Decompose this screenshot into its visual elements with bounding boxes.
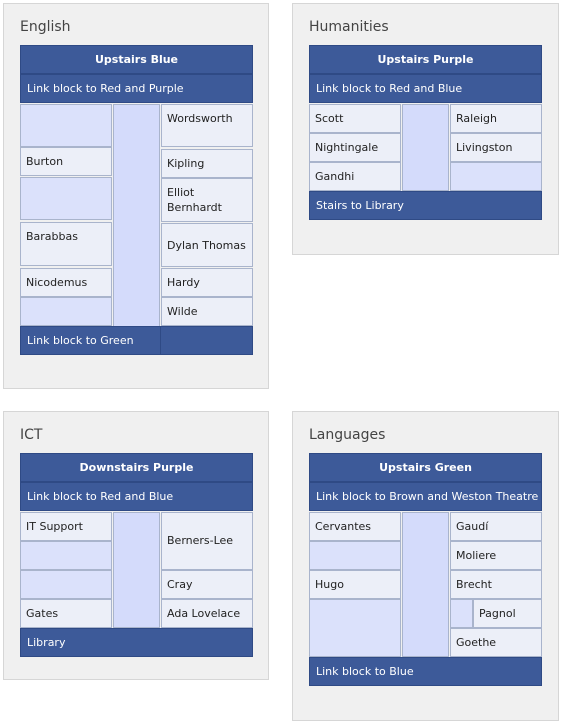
link-bottom-extension [160, 326, 253, 355]
room-burton[interactable]: Burton [20, 147, 112, 176]
room-goethe[interactable]: Goethe [450, 628, 542, 657]
room-empty [20, 570, 112, 599]
room-scott[interactable]: Scott [309, 104, 401, 133]
link-bottom[interactable]: Stairs to Library [309, 191, 542, 220]
room-cray[interactable]: Cray [161, 570, 253, 599]
room-empty [450, 162, 542, 191]
area-header: Upstairs Green [309, 453, 542, 482]
area-header: Upstairs Purple [309, 45, 542, 74]
room-nightingale[interactable]: Nightingale [309, 133, 401, 162]
room-empty [20, 177, 112, 220]
room-cervantes[interactable]: Cervantes [309, 512, 401, 541]
room-empty [450, 599, 473, 628]
link-top[interactable]: Link block to Red and Blue [20, 482, 253, 511]
panel-humanities [292, 3, 559, 255]
panel-title: English [20, 19, 71, 35]
room-brecht[interactable]: Brecht [450, 570, 542, 599]
corridor [113, 512, 160, 628]
room-wordsworth[interactable]: Wordsworth [161, 104, 253, 147]
room-empty [309, 541, 401, 570]
room-gandhi[interactable]: Gandhi [309, 162, 401, 191]
room-kipling[interactable]: Kipling [161, 149, 253, 178]
room-empty [309, 599, 401, 657]
link-top[interactable]: Link block to Brown and Weston Theatre [309, 482, 542, 511]
corridor [402, 104, 449, 191]
link-bottom[interactable]: Link block to Blue [309, 657, 542, 686]
room-hardy[interactable]: Hardy [161, 268, 253, 297]
room-nicodemus[interactable]: Nicodemus [20, 268, 112, 297]
panel-english [3, 3, 269, 389]
room-pagnol[interactable]: Pagnol [473, 599, 542, 628]
room-gaudi[interactable]: Gaudí [450, 512, 542, 541]
panel-title: ICT [20, 427, 43, 443]
room-ada-lovelace[interactable]: Ada Lovelace [161, 599, 253, 628]
room-it-support[interactable]: IT Support [20, 512, 112, 541]
room-empty [20, 297, 112, 326]
area-header: Downstairs Purple [20, 453, 253, 482]
room-gates[interactable]: Gates [20, 599, 112, 628]
panel-ict [3, 411, 269, 680]
room-livingston[interactable]: Livingston [450, 133, 542, 162]
room-empty [20, 541, 112, 570]
room-dylan-thomas[interactable]: Dylan Thomas [161, 223, 253, 267]
area-header: Upstairs Blue [20, 45, 253, 74]
room-raleigh[interactable]: Raleigh [450, 104, 542, 133]
panel-languages [292, 411, 559, 721]
panel-title: Languages [309, 427, 386, 443]
room-berners-lee[interactable]: Berners-Lee [161, 512, 253, 570]
link-bottom[interactable]: Link block to Green [20, 326, 161, 355]
room-elliot-bernhardt[interactable]: Elliot Bernhardt [161, 178, 253, 222]
corridor [402, 512, 449, 657]
corridor [113, 104, 160, 327]
room-empty [20, 104, 112, 147]
room-barabbas[interactable]: Barabbas [20, 222, 112, 266]
link-top[interactable]: Link block to Red and Blue [309, 74, 542, 103]
room-moliere[interactable]: Moliere [450, 541, 542, 570]
link-top[interactable]: Link block to Red and Purple [20, 74, 253, 103]
room-hugo[interactable]: Hugo [309, 570, 401, 599]
room-wilde[interactable]: Wilde [161, 297, 253, 326]
link-bottom[interactable]: Library [20, 628, 253, 657]
panel-title: Humanities [309, 19, 389, 35]
